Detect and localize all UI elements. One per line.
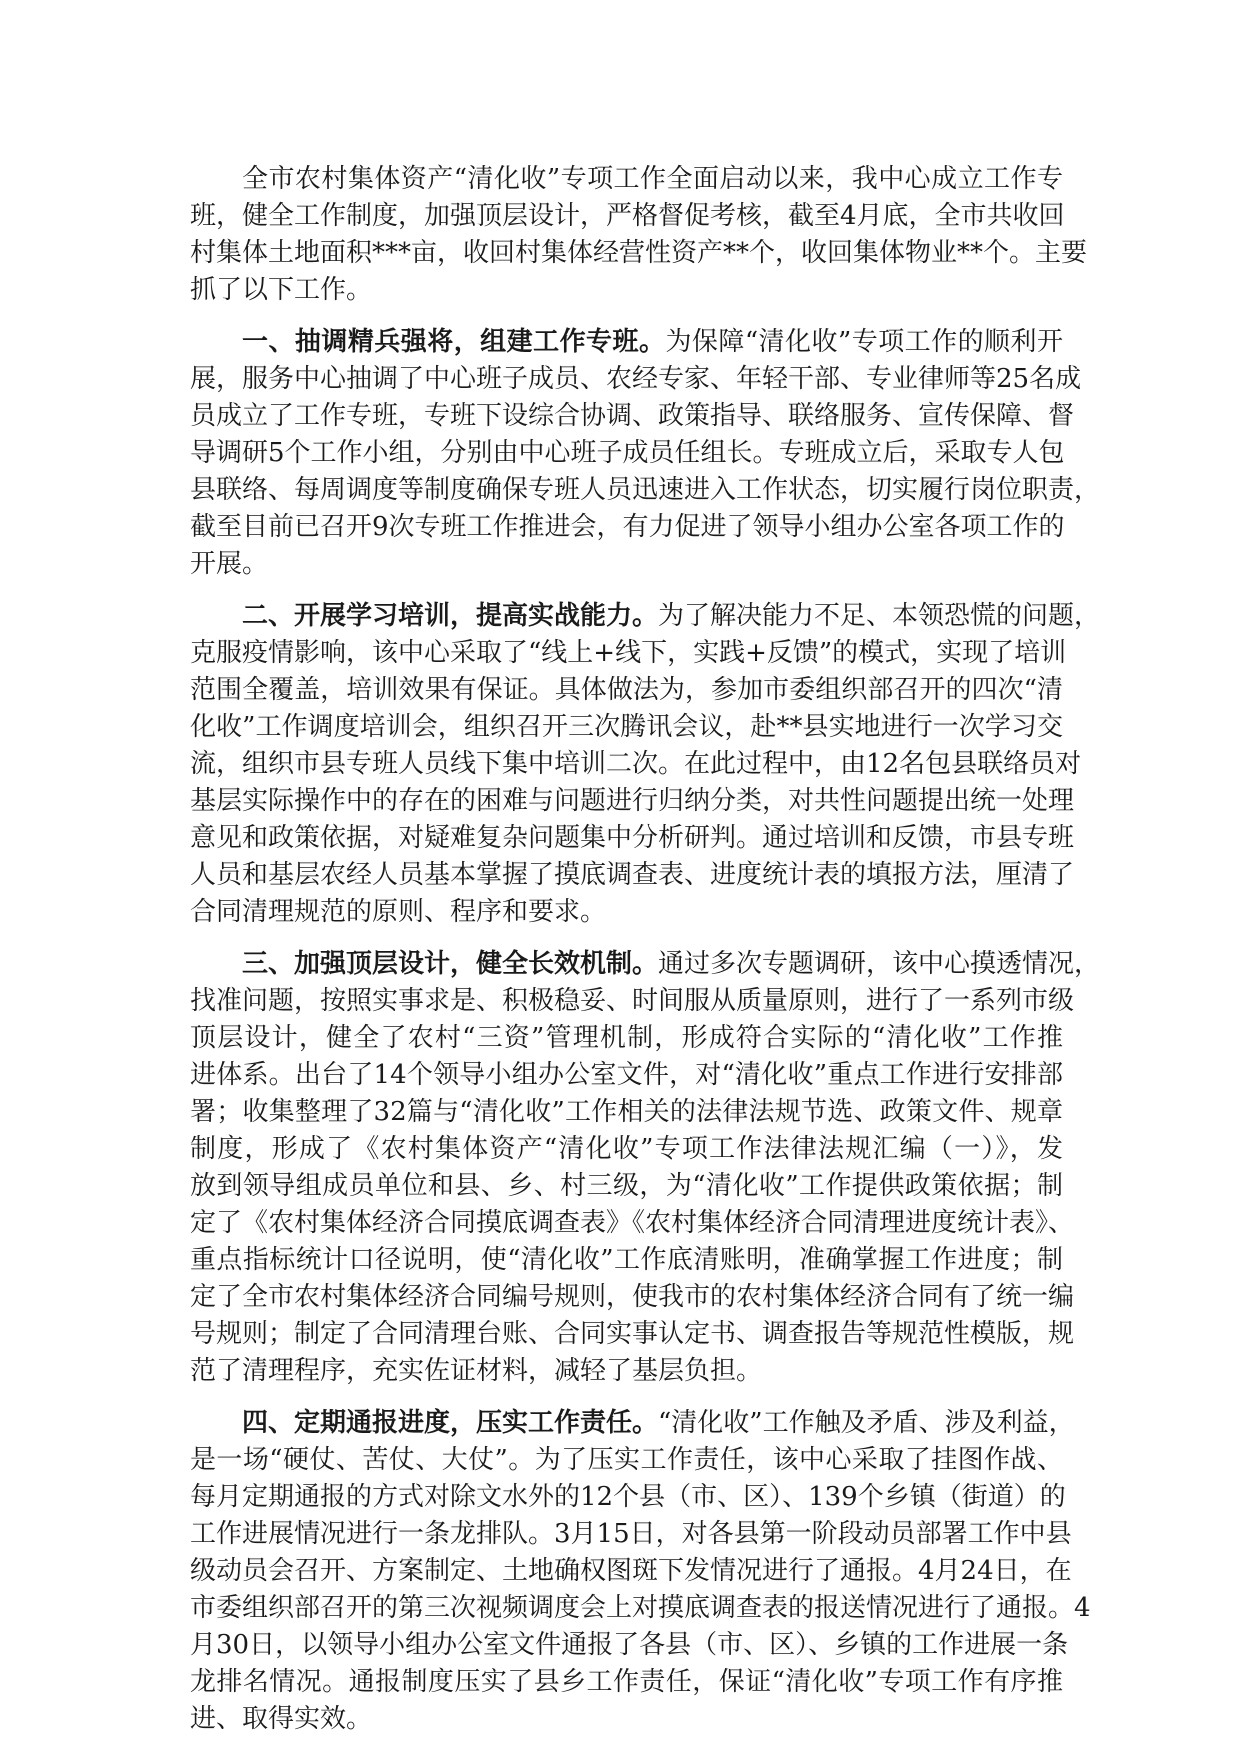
line-text: 导调研5个工作小组，分别由中心班子成员任组长。专班成立后，采取专人包: [190, 438, 1065, 468]
line-text: 流，组织市县专班人员线下集中培训二次。在此过程中，由12名包县联络员对: [190, 749, 1082, 779]
text-line: [190, 1701, 1063, 1738]
line-text: 克服疫情影响，该中心采取了“线上+线下，实践+反馈”的模式，实现了培训: [190, 638, 1067, 668]
line-text: 通过多次专题调研，该中心摸透情况，: [658, 949, 1101, 979]
line-text: 每月定期通报的方式对除文水外的12个县（市、区）、139个乡镇（街道）的: [190, 1482, 1066, 1512]
line-text: 放到领导组成员单位和县、乡、村三级，为“清化收”工作提供政策依据；制: [190, 1171, 1063, 1201]
line-text: 村集体土地面积***亩，收回村集体经营性资产**个，收回集体物业**个。主要: [190, 238, 1088, 268]
text-line: [190, 198, 1063, 235]
line-text: 县联络、每周调度等制度确保专班人员迅速进入工作状态，切实履行岗位职责，: [190, 475, 1101, 505]
line-text: 化收”工作调度培训会，组织召开三次腾讯会议，赴**县实地进行一次学习交: [190, 712, 1063, 742]
line-text: 龙排名情况。通报制度压实了县乡工作责任，保证“清化收”专项工作有序推: [190, 1667, 1063, 1697]
text-line: [190, 1168, 1063, 1205]
text-line: [190, 672, 1063, 709]
paragraph: [190, 1405, 1091, 1738]
text-line: [190, 546, 1063, 583]
line-text: 顶层设计，健全了农村“三资”管理机制，形成符合实际的“清化收”工作推: [190, 1023, 1063, 1053]
line-text: 意见和政策依据，对疑难复杂问题集中分析研判。通过培训和反馈，市县专班: [190, 823, 1075, 853]
line-text: 工作进展情况进行一条龙排队。3月15日，对各县第一阶段动员部署工作中县: [190, 1519, 1072, 1549]
text-line: [190, 1405, 1075, 1442]
line-text: 号规则；制定了合同清理台账、合同实事认定书、调查报告等规范性模版，规: [190, 1319, 1075, 1349]
text-line: [190, 1279, 1075, 1316]
text-line: [190, 1057, 1063, 1094]
line-text: 全市农村集体资产“清化收”专项工作全面启动以来，我中心成立工作专: [242, 164, 1063, 194]
section-heading: 一、抽调精兵强将，组建工作专班。: [242, 327, 666, 357]
text-line: [190, 1205, 1075, 1242]
text-line: [190, 1479, 1066, 1516]
line-text: 开展。: [190, 549, 269, 579]
line-text: “清化收”工作触及矛盾、涉及利益，: [658, 1408, 1075, 1438]
paragraph: [190, 598, 1101, 931]
line-text: 抓了以下工作。: [190, 275, 373, 305]
text-line: [190, 361, 1082, 398]
line-text: 制度，形成了《农村集体资产“清化收”专项工作法律法规汇编（一）》，发: [190, 1134, 1063, 1164]
text-line: [190, 820, 1075, 857]
line-text: 进、取得实效。: [190, 1704, 373, 1734]
line-text: 范了清理程序，充实佐证材料，减轻了基层负担。: [190, 1356, 763, 1386]
text-line: [190, 1131, 1063, 1168]
line-text: 月30日，以领导小组办公室文件通报了各县（市、区）、乡镇的工作进展一条: [190, 1630, 1069, 1660]
text-line: [190, 1242, 1063, 1279]
line-text: 展，服务中心抽调了中心班子成员、农经专家、年轻干部、专业律师等25名成: [190, 364, 1082, 394]
line-text: 定了《农村集体经济合同摸底调查表》《农村集体经济合同清理进度统计表》、: [190, 1208, 1075, 1238]
paragraph: [190, 324, 1101, 583]
text-line: [190, 1094, 1063, 1131]
text-line: [190, 635, 1067, 672]
text-line: [190, 1316, 1075, 1353]
text-line: [190, 1553, 1072, 1590]
text-line: [190, 235, 1088, 272]
text-line: [190, 272, 1063, 309]
text-line: [190, 435, 1063, 472]
section-heading: 四、定期通报进度，压实工作责任。: [242, 1408, 659, 1438]
line-text: 截至目前已召开9次专班工作推进会，有力促进了领导小组办公室各项工作的: [190, 512, 1065, 542]
section-heading: 二、开展学习培训，提高实战能力。: [242, 601, 659, 631]
text-line: [190, 1020, 1063, 1057]
text-line: [190, 746, 1082, 783]
line-text: 范围全覆盖，培训效果有保证。具体做法为，参加市委组织部召开的四次“清: [190, 675, 1063, 705]
text-line: [190, 1590, 1091, 1627]
text-line: [190, 709, 1063, 746]
text-line: [190, 946, 1101, 983]
text-line: [190, 509, 1063, 546]
text-line: [190, 1353, 1063, 1390]
line-text: 班，健全工作制度，加强顶层设计，严格督促考核，截至4月底，全市共收回: [190, 201, 1065, 231]
text-line: [190, 1664, 1063, 1701]
text-line: [190, 983, 1075, 1020]
paragraph: [190, 946, 1101, 1390]
paragraph: [190, 161, 1088, 309]
text-line: [190, 857, 1075, 894]
text-line: [190, 1516, 1072, 1553]
section-heading: 三、加强顶层设计，健全长效机制。: [242, 949, 659, 979]
line-text: 为保障“清化收”专项工作的顺利开: [665, 327, 1063, 357]
line-text: 署；收集整理了32篇与“清化收”工作相关的法律法规节选、政策文件、规章: [190, 1097, 1063, 1127]
document-body: [190, 161, 1101, 1753]
text-line: [190, 161, 1063, 198]
line-text: 基层实际操作中的存在的困难与问题进行归纳分类，对共性问题提出统一处理: [190, 786, 1075, 816]
line-text: 定了全市农村集体经济合同编号规则，使我市的农村集体经济合同有了统一编: [190, 1282, 1075, 1312]
text-line: [190, 598, 1101, 635]
line-text: 是一场“硬仗、苦仗、大仗”。为了压实工作责任，该中心采取了挂图作战、: [190, 1445, 1063, 1475]
line-text: 级动员会召开、方案制定、土地确权图斑下发情况进行了通报。4月24日，在: [190, 1556, 1072, 1586]
text-line: [190, 1627, 1069, 1664]
line-text: 员成立了工作专班，专班下设综合协调、政策指导、联络服务、宣传保障、督: [190, 401, 1075, 431]
text-line: [190, 472, 1101, 509]
text-line: [190, 398, 1075, 435]
line-text: 进体系。出台了14个领导小组办公室文件，对“清化收”重点工作进行安排部: [190, 1060, 1063, 1090]
line-text: 为了解决能力不足、本领恐慌的问题，: [658, 601, 1101, 631]
text-line: [190, 894, 1063, 931]
text-line: [190, 783, 1075, 820]
line-text: 重点指标统计口径说明，使“清化收”工作底清账明，准确掌握工作进度；制: [190, 1245, 1063, 1275]
text-line: [190, 1442, 1063, 1479]
text-line: [190, 324, 1063, 361]
line-text: 合同清理规范的原则、程序和要求。: [190, 897, 607, 927]
line-text: 找准问题，按照实事求是、积极稳妥、时间服从质量原则，进行了一系列市级: [190, 986, 1075, 1016]
line-text: 人员和基层农经人员基本掌握了摸底调查表、进度统计表的填报方法，厘清了: [190, 860, 1075, 890]
line-text: 市委组织部召开的第三次视频调度会上对摸底调查表的报送情况进行了通报。4: [190, 1593, 1091, 1623]
